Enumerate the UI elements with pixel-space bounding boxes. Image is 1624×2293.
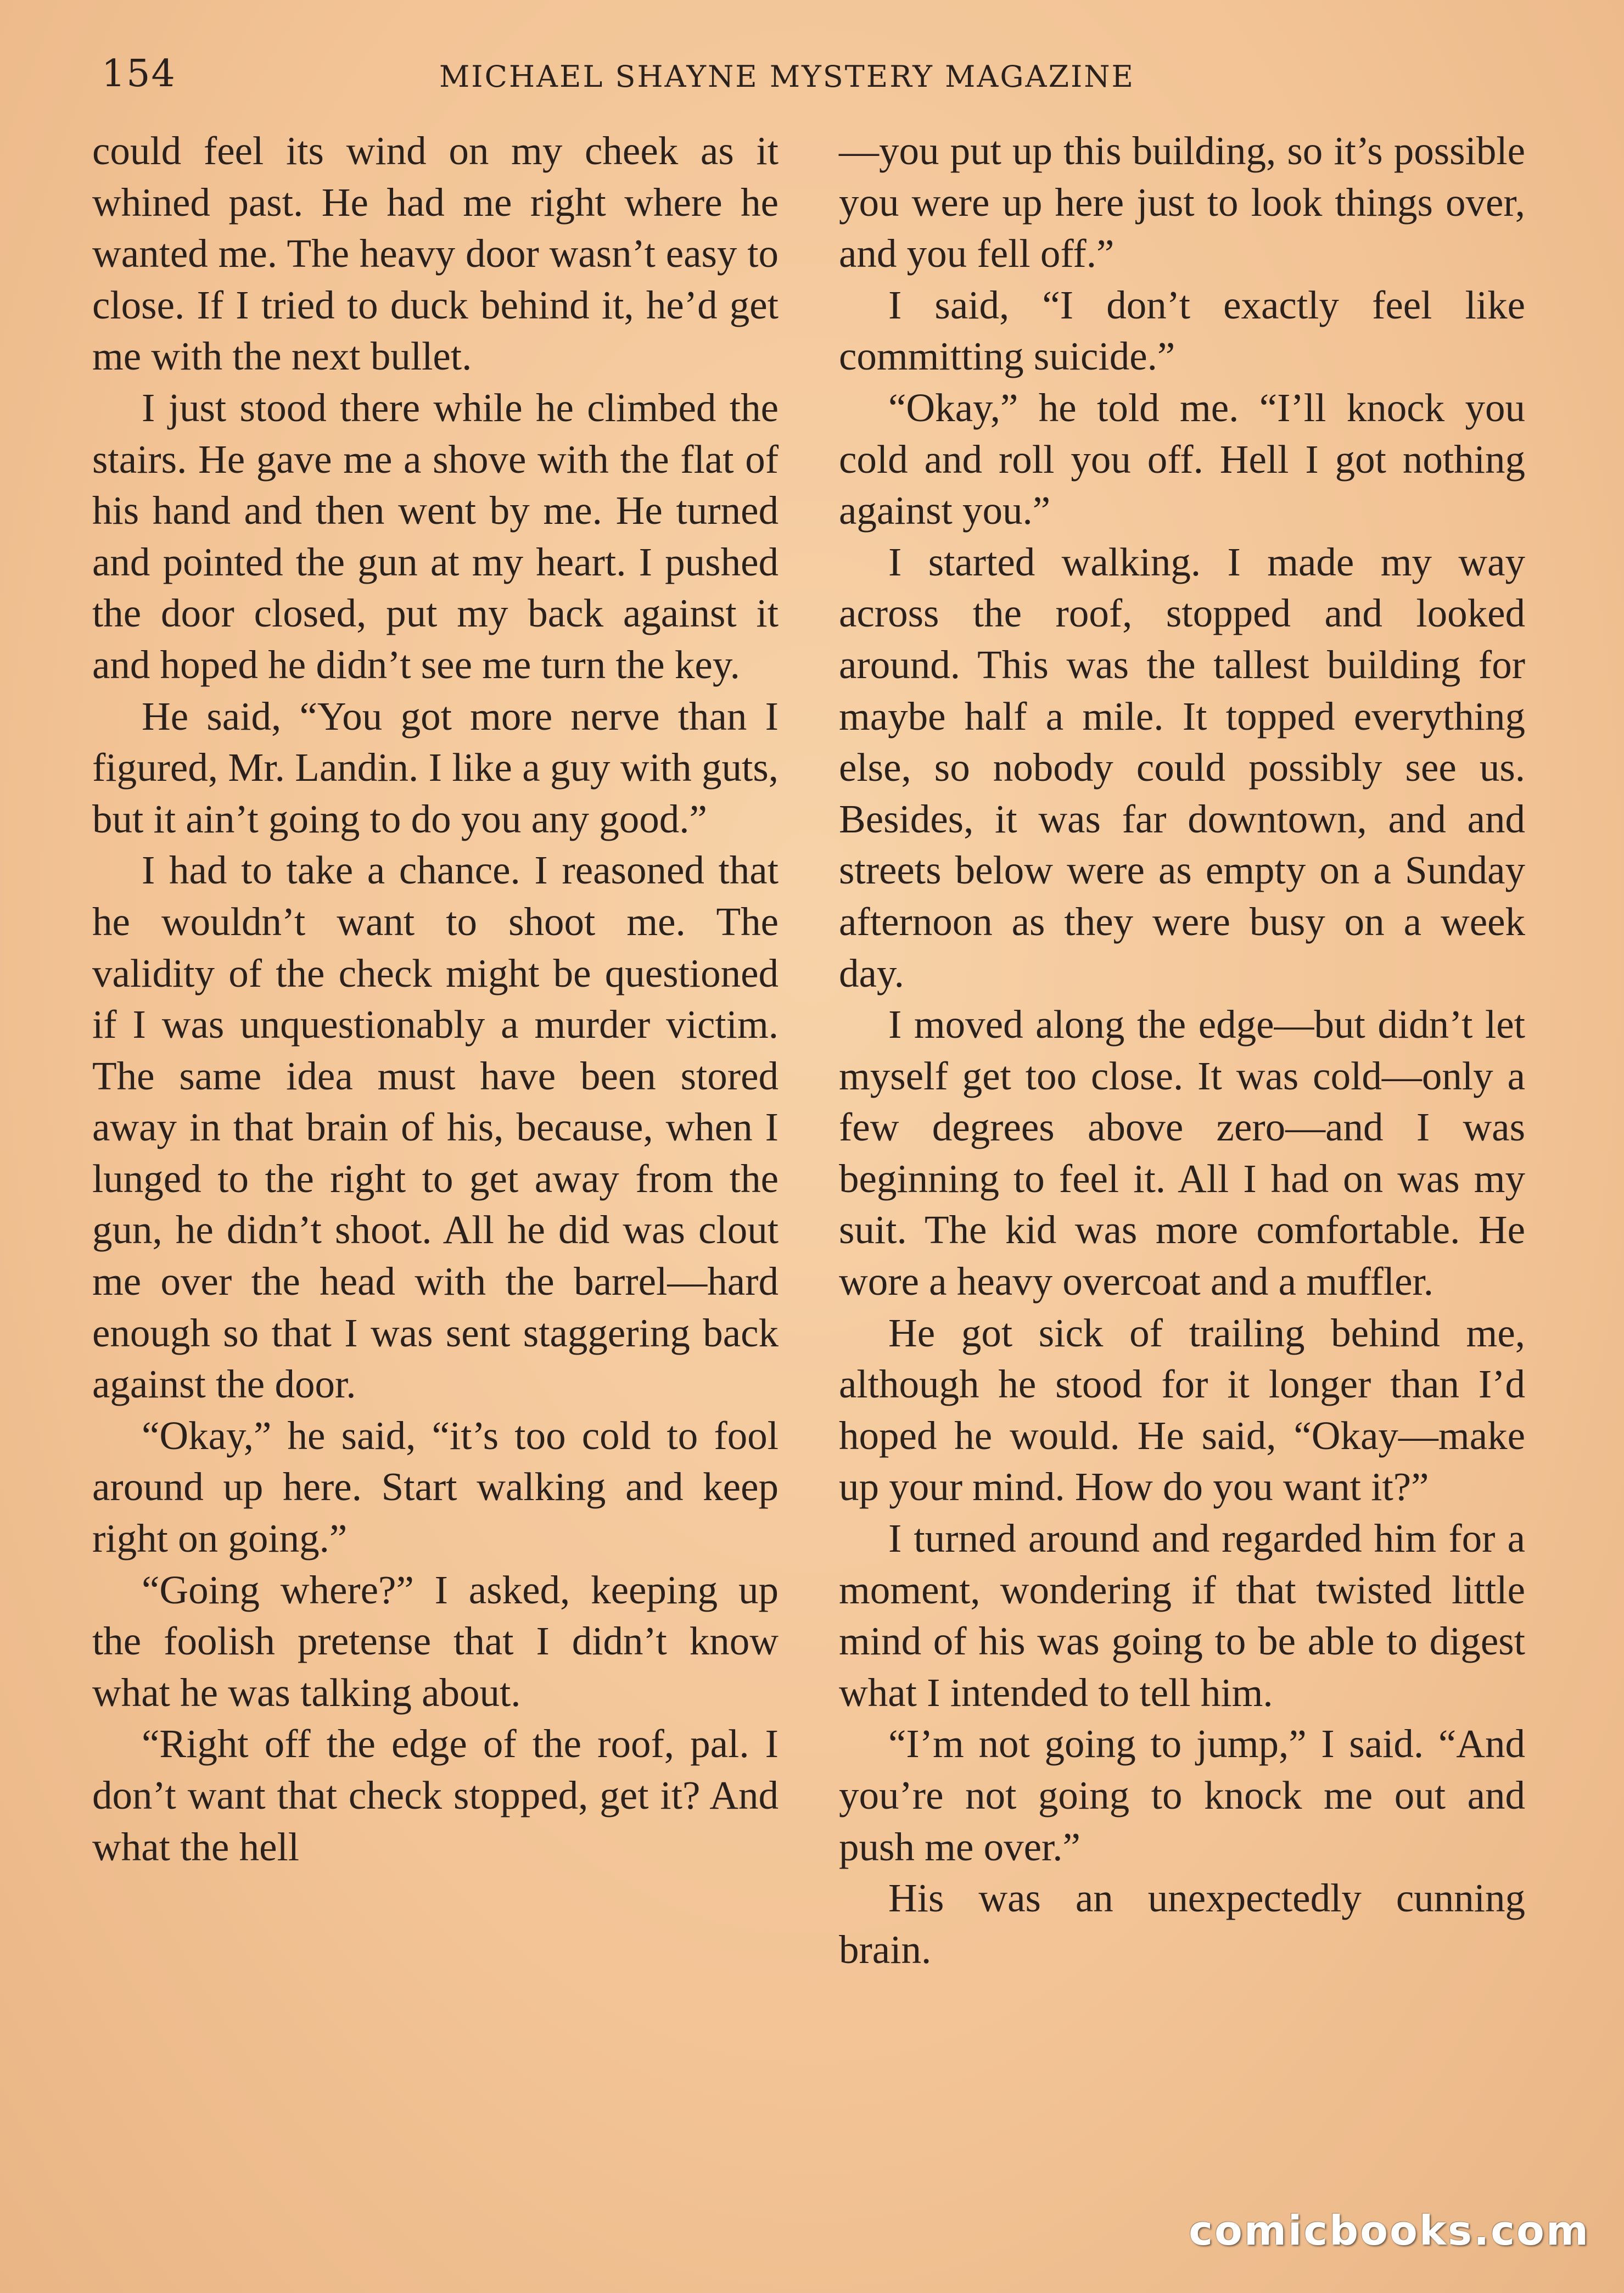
paragraph: I had to take a chance. I reasoned that he wouldn’t want to shoot me. The validity of the check might be questioned if I was unquestionably a murder victim. The same idea must have been stored away in that brain of his, because, when I lunged to the right to get away from the gun, he didn’t shoot. All he did was clout me over the head with the barrel—hard enough so that I was sent staggering back against the door. (92, 848, 779, 1407)
paragraph: “Okay,” he told me. “I’ll knock you cold and roll you off. Hell I got nothing against you.” (839, 385, 1525, 533)
paragraph: I said, “I don’t exactly feel like committing suicide.” (839, 282, 1525, 379)
watermark-logo: comicbooks.com (1189, 2207, 1590, 2255)
paragraph: —you put up this building, so it’s possible you were up here just to look things over, and you fell off.” (839, 128, 1525, 276)
page-number: 154 (102, 52, 176, 96)
left-text-column (92, 125, 779, 1872)
paragraph: I just stood there while he climbed the stairs. He gave me a shove with the flat of his hand and then went by me. He turned and pointed the gun at my heart. I pushed the door closed, put my back against it and hoped he didn’t see me turn the key. (92, 385, 779, 687)
paragraph: I moved along the edge—but didn’t let myself get too close. It was cold—only a few degrees above zero—and I was beginning to feel it. All I had on was my suit. The kid was more comfortable. He wore a heavy overcoat and a muffler. (839, 1002, 1525, 1304)
paragraph: He got sick of trailing behind me, although he stood for it longer than I’d hoped he would. He said, “Okay—make up your mind. How do you want it?” (839, 1310, 1525, 1509)
paragraph: I turned around and regarded him for a moment, wondering if that twisted little mind of his was going to be able to digest what I intended to tell him. (839, 1516, 1525, 1715)
paragraph: “Right off the edge of the roof, pal. I don’t want that check stopped, get it? And what the hell (92, 1721, 779, 1869)
running-head: MICHAEL SHAYNE MYSTERY MAGAZINE (439, 59, 1135, 94)
paragraph: “Going where?” I asked, keeping up the foolish pretense that I didn’t know what he was talking about. (92, 1567, 779, 1715)
right-text-column (839, 125, 1525, 1975)
paragraph: His was an unexpectedly cunning brain. (839, 1876, 1525, 1972)
paragraph: “Okay,” he said, “it’s too cold to fool around up here. Start walking and keep right on going.” (92, 1413, 779, 1561)
paragraph: I started walking. I made my way across the roof, stopped and looked around. This was the tallest building for maybe half a mile. It topped everything else, so nobody could possibly see us. Besides, it was far downtown, and and streets below were as empty on a Sunday afternoon as they were busy on a week day. (839, 539, 1525, 996)
paragraph: could feel its wind on my cheek as it whined past. He had me right where he wanted me. The heavy door wasn’t easy to close. If I tried to duck behind it, he’d get me with the next bullet. (92, 128, 779, 379)
paragraph: “I’m not going to jump,” I said. “And you’re not going to knock me out and push me over.” (839, 1721, 1525, 1869)
paragraph: He said, “You got more nerve than I figured, Mr. Landin. I like a guy with guts, but it ain’t going to do you any good.” (92, 694, 779, 841)
